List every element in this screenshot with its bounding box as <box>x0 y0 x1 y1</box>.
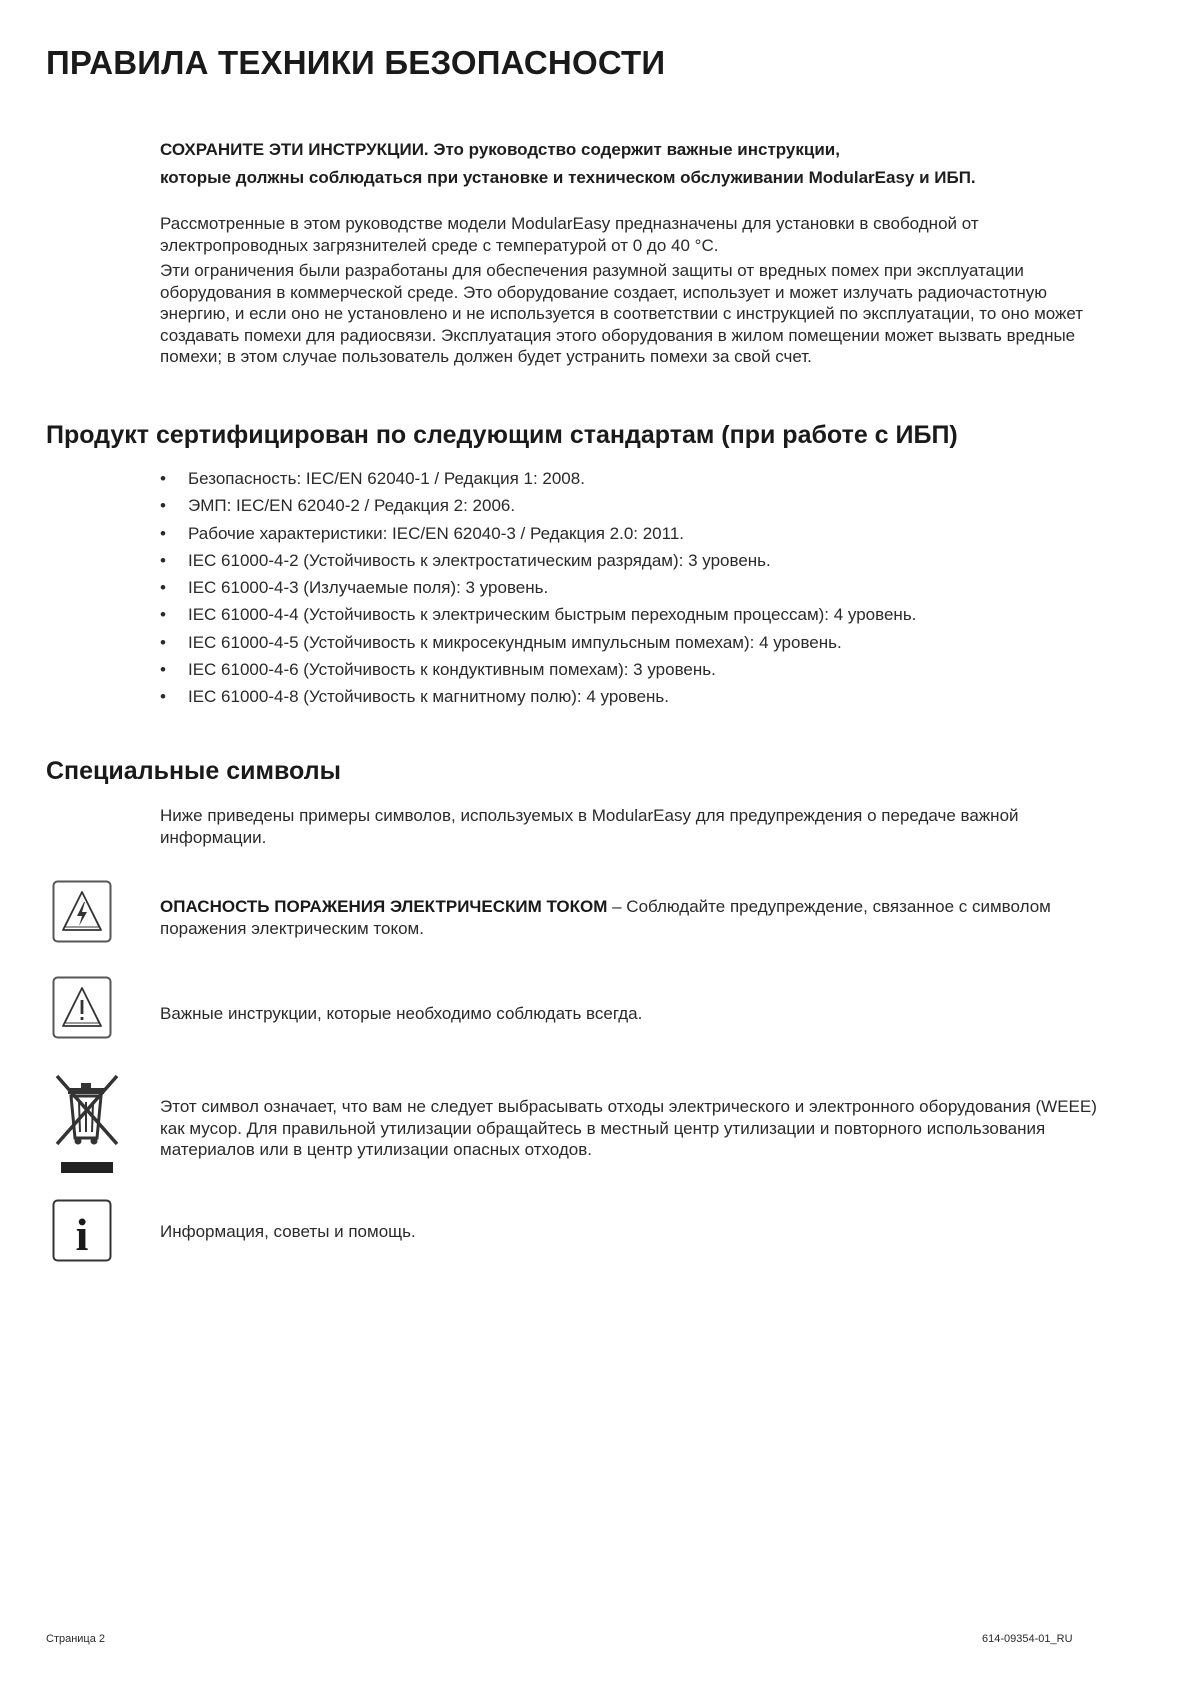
list-item <box>160 520 916 547</box>
standard-item-text: IEC 61000-4-6 (Устойчивость к кондуктивным помехам): 3 уровень. <box>188 660 716 680</box>
bullet: • <box>160 469 166 488</box>
list-item <box>160 547 916 574</box>
page-title: ПРАВИЛА ТЕХНИКИ БЕЗОПАСНОСТИ <box>46 44 666 81</box>
electric-shock-text: – Соблюдайте предупреждение, связанное с символом поражения электрическим током. <box>160 897 1051 938</box>
list-item <box>160 601 916 628</box>
bullet: • <box>160 660 166 680</box>
bullet: • <box>160 550 166 570</box>
bullet: • <box>160 523 166 543</box>
standard-item-text: IEC 61000-4-2 (Устойчивость к электростатическим разрядам): 3 уровень. <box>188 550 771 570</box>
bullet: • <box>160 578 166 598</box>
standard-item-text: Безопасность: IEC/EN 62040-1 / Редакция 1: 2008. <box>188 469 585 488</box>
save-instructions-notice <box>160 136 1120 192</box>
caution-description: Важные инструкции, которые необходимо соблюдать всегда. <box>160 1004 643 1023</box>
list-item <box>160 492 916 519</box>
standard-item-text: IEC 61000-4-5 (Устойчивость к микросекундным импульсным помехам): 4 уровень. <box>188 632 842 652</box>
weee-description: Этот символ означает, что вам не следует выбрасывать отходы электрического и электронного оборудования (WEEE) как мусор. Для правильной утилизации обращайтесь в местный центр утилизации и повторного использования материалов или в центр утилизации опасных отходов. <box>160 1097 1097 1160</box>
standard-item-text: ЭМП: IEC/EN 62040-2 / Редакция 2: 2006. <box>188 496 516 516</box>
info-description: Информация, советы и помощь. <box>160 1222 416 1241</box>
standard-item-text: IEC 61000-4-3 (Излучаемые поля): 3 уровень. <box>188 578 549 598</box>
info-glyph: i <box>75 1209 89 1260</box>
standards-list <box>160 465 916 711</box>
standard-item-text: IEC 61000-4-4 (Устойчивость к электрическим быстрым переходным процессам): 4 уровень. <box>188 605 917 625</box>
list-item <box>160 465 916 492</box>
standards-heading: Продукт сертифицирован по следующим стандартам (при работе с ИБП) <box>46 421 958 449</box>
bullet: • <box>160 496 166 516</box>
intro-paragraph-interference: Эти ограничения были разработаны для обеспечения разумной защиты от вредных помех при эксплуатации оборудования в коммерческой среде. Это оборудование создает, использует и может излучать радиочастотную энергию, и если оно не установлено и не используется в соответствии с инструкцией по эксплуатации, то оно может создавать помехи для радиосвязи. Эксплуатация этого оборудования в жилом помещении может вызвать вредные помехи; в этом случае пользователь должен будет устранить помехи за свой счет. <box>160 261 1084 367</box>
save-notice-line-2: которые должны соблюдаться при установке и техническом обслуживании ModularEasy и ИБП. <box>160 168 976 187</box>
intro-paragraph-temperature: Рассмотренные в этом руководстве модели ModularEasy предназначены для установки в свободной от электропроводных загрязнителей среде с температурой от 0 до 40 °C. <box>160 214 979 255</box>
list-item <box>160 629 916 656</box>
electric-shock-title: ОПАСНОСТЬ ПОРАЖЕНИЯ ЭЛЕКТРИЧЕСКИМ ТОКОМ <box>160 897 608 916</box>
weee-crossed-bin-icon <box>54 1072 122 1179</box>
bullet: • <box>160 605 166 625</box>
bullet: • <box>160 632 166 652</box>
save-notice-line-1: СОХРАНИТЕ ЭТИ ИНСТРУКЦИИ. Это руководство содержит важные инструкции, <box>160 140 840 159</box>
document-code: 614-09354-01_RU <box>982 1633 1073 1645</box>
list-item <box>160 574 916 601</box>
page-number: Страница 2 <box>46 1633 106 1645</box>
bullet: • <box>160 687 166 707</box>
electric-shock-description <box>160 896 1100 939</box>
list-item <box>160 683 916 710</box>
symbols-intro-paragraph: Ниже приведены примеры символов, используемых в ModularEasy для предупреждения о передаче важной информации. <box>160 806 1019 847</box>
info-icon <box>52 1199 112 1267</box>
electric-shock-warning-icon <box>52 880 112 948</box>
caution-triangle-icon <box>52 976 112 1044</box>
standard-item-text: Рабочие характеристики: IEC/EN 62040-3 / Редакция 2.0: 2011. <box>188 523 685 543</box>
special-symbols-heading: Специальные символы <box>46 757 341 785</box>
standard-item-text: IEC 61000-4-8 (Устойчивость к магнитному полю): 4 уровень. <box>188 687 670 707</box>
list-item <box>160 656 916 683</box>
